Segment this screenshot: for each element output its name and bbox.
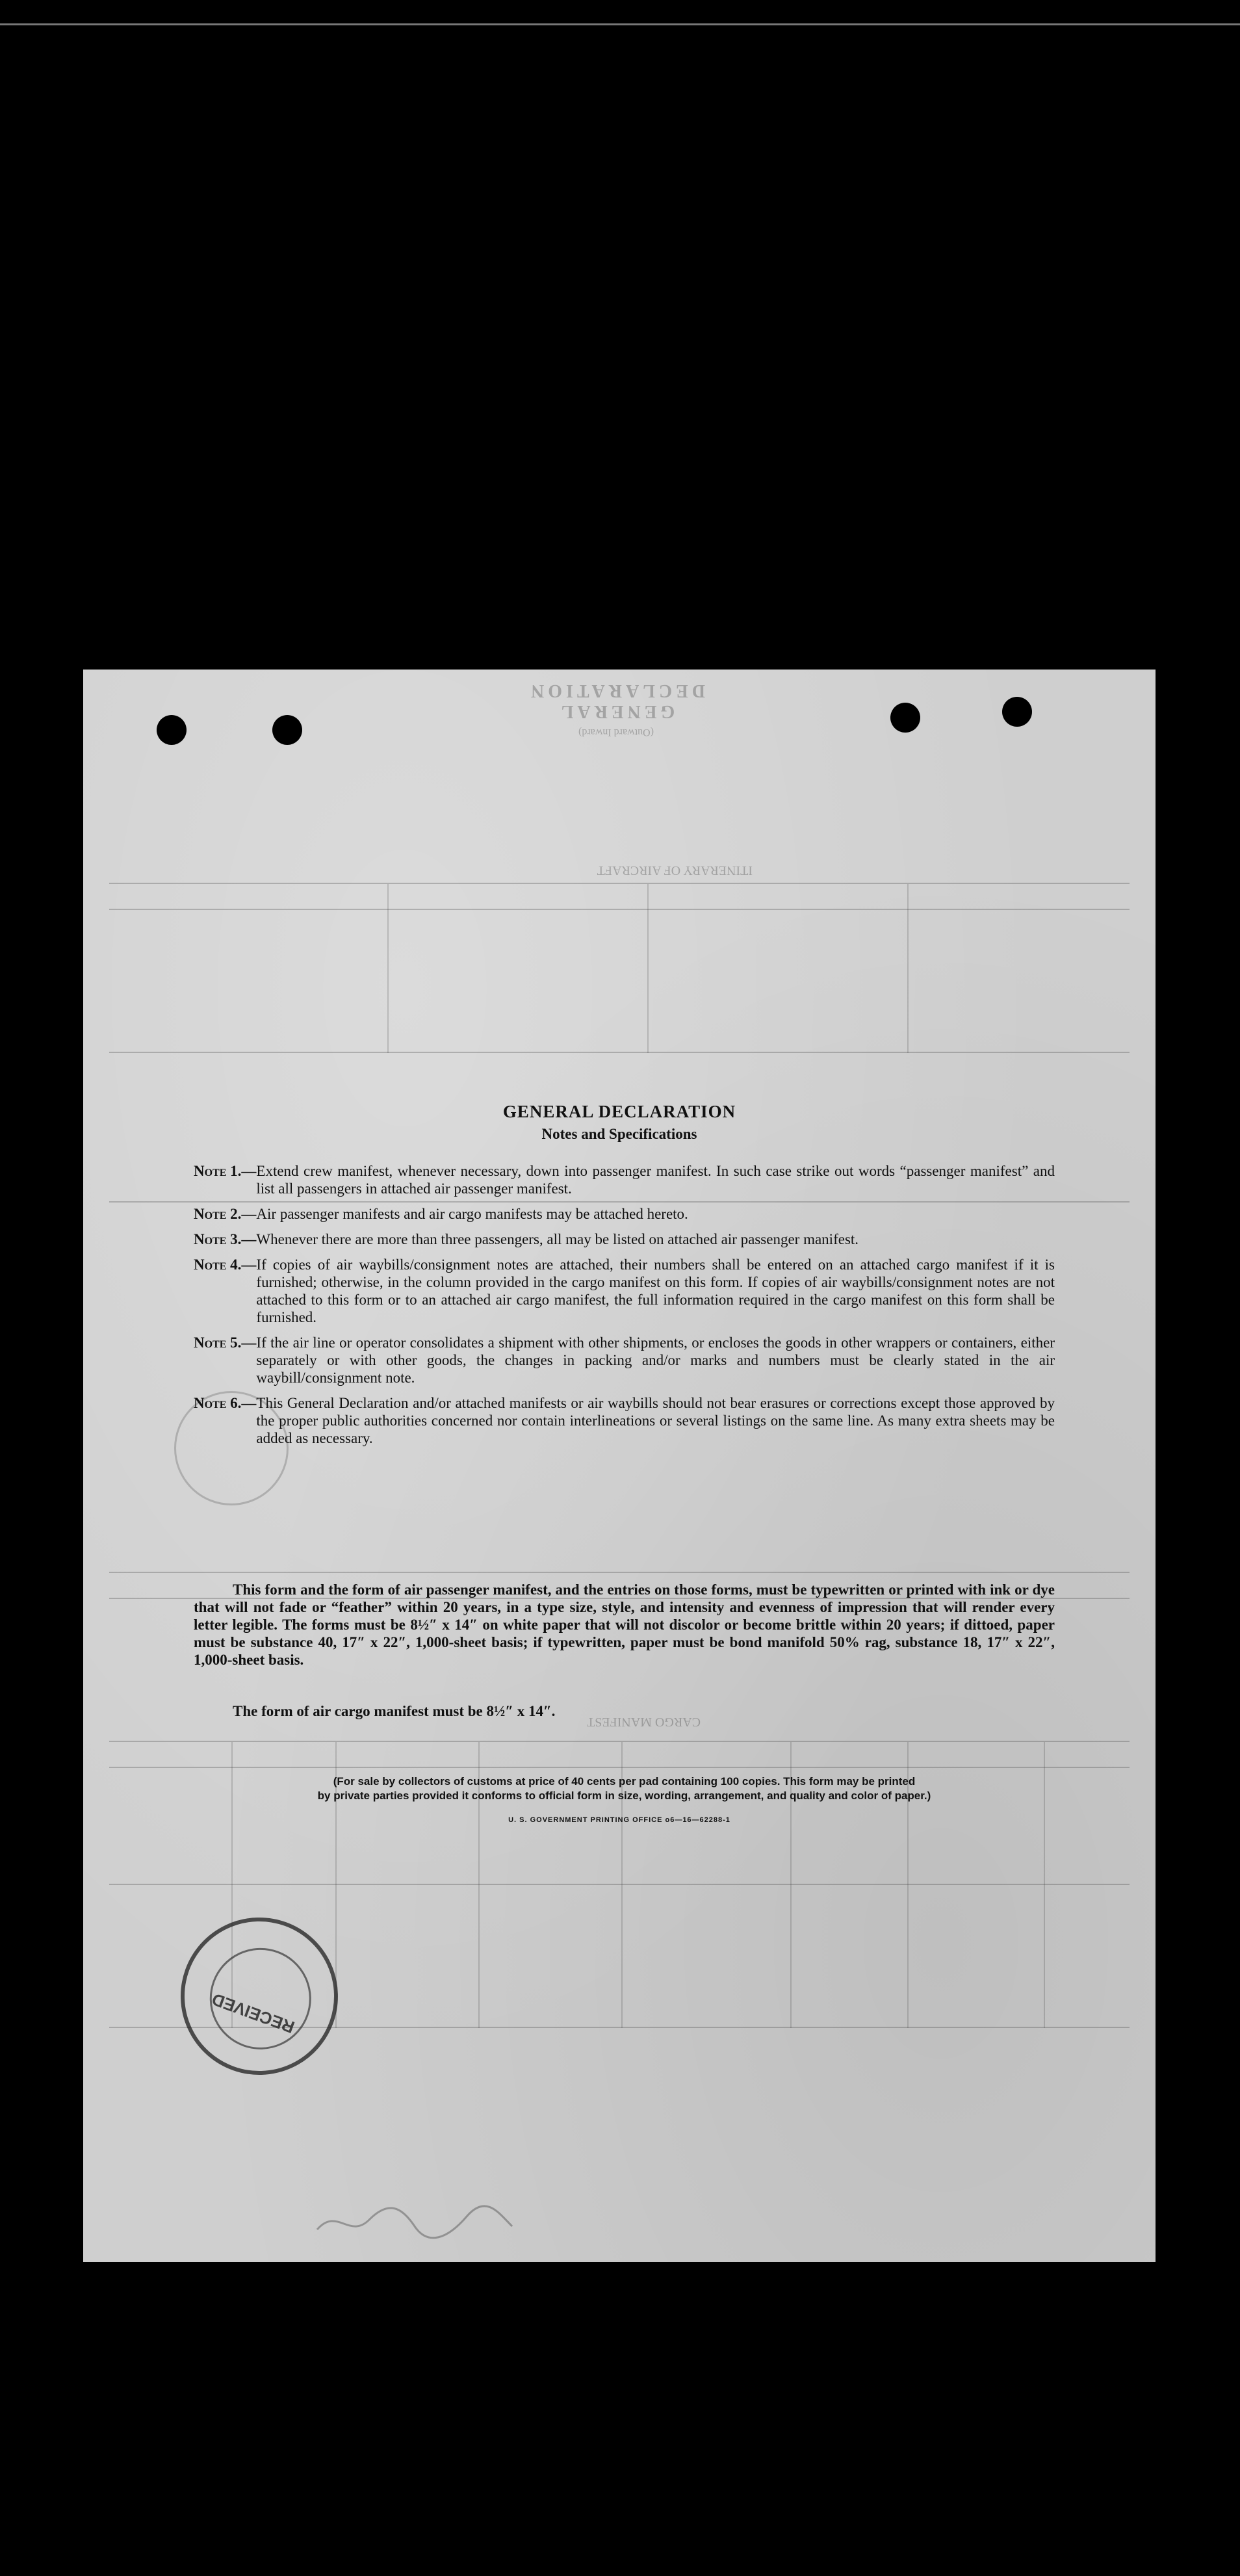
document-page xyxy=(83,670,1156,2262)
note-text: Extend crew manifest, whenever necessary, down into passenger manifest. In such case strike out words “passenger manifest” and list all passengers in attached air passenger manifest. xyxy=(256,1163,1055,1197)
note-text: If copies of air waybills/consignment notes are attached, their numbers shall be entered on an attached cargo manifest if it is furnished; otherwise, in the column provided in the cargo manifest on this form. If copies of air waybills/consignment notes are not attached to this form or to an attached air cargo manifest, the full information required in the cargo manifest on this form shall be furnished. xyxy=(256,1256,1055,1325)
note-label: Note 6.— xyxy=(194,1395,257,1411)
note-text: Air passenger manifests and air cargo manifests may be attached hereto. xyxy=(256,1206,688,1222)
note-6 xyxy=(194,1394,1055,1447)
top-rule xyxy=(0,23,1240,25)
signature-mark xyxy=(311,2200,519,2246)
ghost-form-subtitle: (Outward Inward) xyxy=(578,727,654,738)
ghost-itinerary-heading: ITINERARY OF AIRCRAFT xyxy=(597,863,753,878)
ghost-cargo-heading: CARGO MANIFEST xyxy=(586,1715,701,1729)
page-subtitle: Notes and Specifications xyxy=(541,1126,697,1142)
note-5 xyxy=(194,1334,1055,1386)
note-text: Whenever there are more than three passengers, all may be listed on attached air passenger manifest. xyxy=(256,1231,859,1247)
printer-line: U. S. GOVERNMENT PRINTING OFFICE o6—16—62288-1 xyxy=(508,1816,730,1824)
sale-notice-line-1: (For sale by collectors of customs at price of 40 cents per pad containing 100 copies. This form may be printed xyxy=(333,1775,916,1788)
note-2 xyxy=(194,1205,1055,1223)
notes-list xyxy=(194,1162,1055,1455)
note-text: If the air line or operator consolidates a shipment with other shipments, or encloses the goods in other wrappers or containers, either separately or with other goods, the changes in packing and/or marks and numbers must be clearly stated in the air waybill/consignment note. xyxy=(256,1334,1055,1386)
note-text: This General Declaration and/or attached manifests or air waybills should not bear erasures or corrections except those approved by the proper public authorities concerned nor contain interlineations or several listings on the same line. As many extra sheets may be added as necessary. xyxy=(256,1395,1055,1446)
note-label: Note 4.— xyxy=(194,1256,257,1273)
note-label: Note 1.— xyxy=(194,1163,257,1179)
ghost-form-title: GENERAL DECLARATION xyxy=(527,681,705,722)
note-3 xyxy=(194,1230,1055,1248)
cargo-manifest-size-note: The form of air cargo manifest must be 8½″ x 14″. xyxy=(233,1703,556,1719)
page-title: GENERAL DECLARATION xyxy=(502,1102,736,1121)
stamp-text: RECEIVED xyxy=(209,1989,298,2038)
form-specification-paragraph: This form and the form of air passenger manifest, and the entries on those forms, must be typewritten or printed with ink or dye that will not fade or “feather” within 20 years, in a type size, style, and intensity and evenness of impression that will render every letter legible. The forms must be 8½″ x 14″ on white paper that will not discolor or become brittle within 20 years; if dittoed, paper must be substance 40, 17″ x 22″, 1,000-sheet basis; if typewritten, paper must be bond manifold 50% rag, substance 18, 17″ x 22″, 1,000-sheet basis. xyxy=(194,1581,1055,1668)
note-4 xyxy=(194,1256,1055,1326)
note-label: Note 3.— xyxy=(194,1231,257,1247)
sale-notice-line-2: by private parties provided it conforms to official form in size, wording, arrangement, and quality and color of paper.) xyxy=(317,1789,931,1802)
note-1 xyxy=(194,1162,1055,1197)
sale-notice xyxy=(194,1775,1055,1803)
note-label: Note 5.— xyxy=(194,1334,257,1351)
note-label: Note 2.— xyxy=(194,1206,257,1222)
